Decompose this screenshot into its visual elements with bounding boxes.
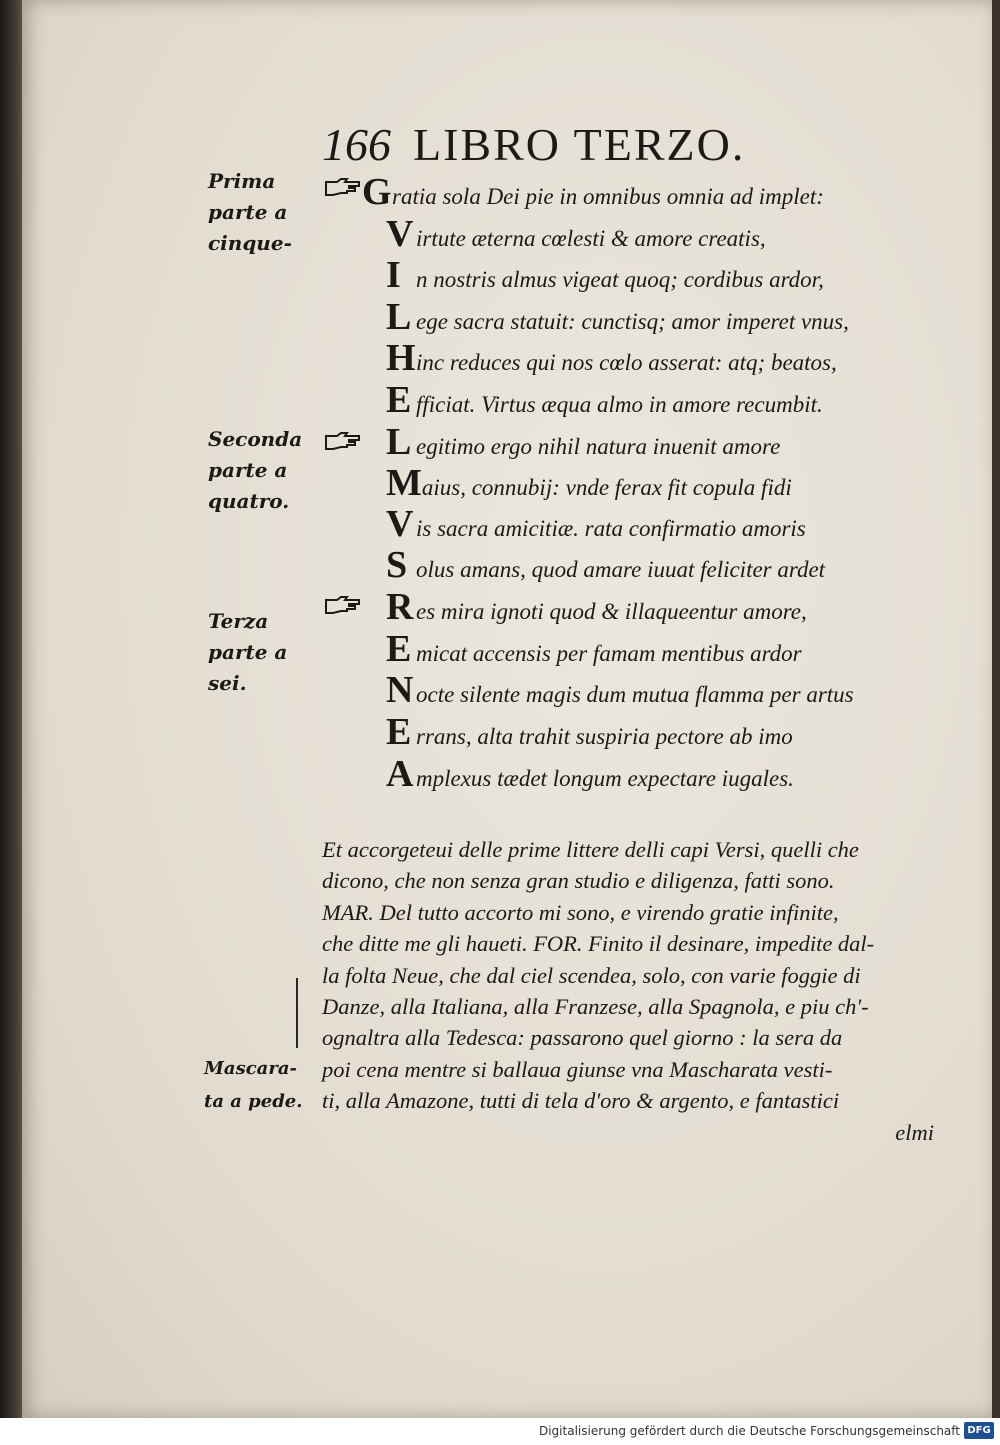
verse-text: es mira ignoti quod & illaqueentur amore,: [416, 599, 807, 624]
prose-line: ti, alla Amazone, tutti di tela d'oro & argento, e fantastici: [322, 1088, 840, 1114]
verse-text: mplexus tædet longum expectare iugales.: [416, 766, 794, 791]
verse-initial: M: [386, 462, 422, 504]
verse-initial: L: [386, 421, 412, 463]
verse-text: olus amans, quod amare iuuat feliciter ardet: [416, 557, 826, 582]
dfg-logo: DFG: [964, 1422, 994, 1439]
prose-line: Et accorgeteui delle prime littere delli capi Versi, quelli che: [322, 837, 859, 862]
verse-line: [386, 752, 794, 796]
verse-text: micat accensis per famam mentibus ardor: [416, 641, 802, 666]
verse-text: aius, connubij: vnde ferax fit copula fidi: [421, 475, 792, 500]
margin-note-seconda: [208, 424, 302, 517]
verse-line: [386, 543, 825, 587]
running-head-title: LIBRO TERZO.: [413, 119, 746, 170]
margin-note-line: Terza: [208, 609, 269, 633]
verse-text: irtute æterna cœlesti & amore creatis,: [416, 226, 766, 251]
verse-initial: A: [386, 753, 414, 795]
verse-initial: H: [386, 337, 416, 379]
verse-text: ratia sola Dei pie in omnibus omnia ad implet:: [392, 184, 824, 209]
margin-note-line: Prima: [208, 169, 276, 193]
verse-line: [386, 212, 766, 256]
verse-text: egitimo ergo nihil natura inuenit amore: [416, 434, 781, 459]
verse-text: rrans, alta trahit suspiria pectore ab imo: [416, 724, 793, 749]
running-head: [322, 118, 745, 171]
margin-note-line: ta a pede.: [204, 1091, 303, 1112]
margin-note-line: Mascara-: [204, 1058, 297, 1079]
margin-note-line: Seconda: [208, 427, 303, 451]
prose-line: che ditte me gli haueti. FOR. Finito il desinare, impedite dal-: [322, 931, 875, 957]
margin-note-line: parte a: [208, 458, 288, 482]
verse-line: [386, 585, 807, 629]
verse-initial: V: [386, 213, 414, 255]
verse-initial: S: [386, 544, 408, 586]
margin-note-line: parte a: [208, 640, 288, 664]
verse-line: [386, 461, 792, 505]
verse-text: is sacra amicitiæ. rata confirmatio amoris: [416, 516, 806, 541]
manicule-icon: [325, 596, 361, 614]
margin-note-prima: [208, 166, 292, 259]
verse-initial: N: [386, 669, 414, 711]
verse-initial: R: [386, 586, 414, 628]
manicule-icon: [325, 432, 361, 450]
verse-text: n nostris almus vigeat quoq; cordibus ardor,: [416, 267, 824, 292]
verse-text: inc reduces qui nos cœlo asserat: atq; beatos,: [416, 350, 837, 375]
verse-initial: L: [386, 296, 412, 338]
page-edge: [992, 0, 1000, 1418]
verse-initial: I: [386, 254, 401, 296]
verse-initial: V: [386, 503, 414, 545]
verse-initial: E: [386, 379, 412, 421]
manicule-icon: [325, 178, 361, 196]
verse-line: [386, 336, 837, 380]
digitization-footer: [0, 1418, 1000, 1445]
margin-note-mascarata: [204, 1052, 303, 1118]
prose-line: Danze, alla Italiana, alla Franzese, alla Spagnola, e piu ch'-: [322, 994, 869, 1020]
verse-initial: G: [362, 171, 392, 213]
margin-note-line: parte a: [208, 200, 288, 224]
margin-rule: [296, 978, 298, 1048]
prose-line: MAR. Del tutto accorto mi sono, e virendo gratie infinite,: [322, 899, 839, 925]
margin-note-line: cinque-: [208, 231, 292, 255]
prose-line: la folta Neue, che dal ciel scendea, solo, con varie foggie di: [322, 962, 861, 988]
verse-line: [362, 170, 824, 214]
margin-note-terza: [208, 606, 287, 699]
margin-note-line: sei.: [208, 671, 247, 695]
verse-line: [386, 627, 802, 671]
verse-initial: E: [386, 628, 412, 670]
prose-paragraph: [322, 834, 934, 1148]
prose-line: poi cena mentre si ballaua giunse vna Mascharata vesti-: [322, 1056, 833, 1082]
footer-credit: Digitalisierung gefördert durch die Deutsche Forschungsgemeinschaft: [538, 1424, 960, 1438]
prose-catchword: elmi: [895, 1119, 934, 1145]
verse-line: [386, 710, 793, 754]
prose-line: dicono, che non senza gran studio e diligenza, fatti sono.: [322, 868, 835, 894]
verse-line: [386, 253, 824, 297]
page-number: 166: [322, 119, 391, 170]
verse-line: [386, 295, 849, 339]
verse-initial: E: [386, 711, 412, 753]
book-spine: [0, 0, 22, 1418]
verse-line: [386, 420, 780, 464]
verse-text: octe silente magis dum mutua flamma per artus: [416, 682, 854, 707]
margin-note-line: quatro.: [208, 489, 290, 513]
prose-line: ognaltra alla Tedesca: passarono quel giorno : la sera da: [322, 1025, 843, 1051]
verse-text: fficiat. Virtus æqua almo in amore recumbit.: [416, 392, 823, 417]
verse-text: ege sacra statuit: cunctisq; amor imperet vnus,: [416, 309, 849, 334]
verse-line: [386, 502, 806, 546]
verse-line: [386, 378, 823, 422]
verse-line: [386, 668, 854, 712]
